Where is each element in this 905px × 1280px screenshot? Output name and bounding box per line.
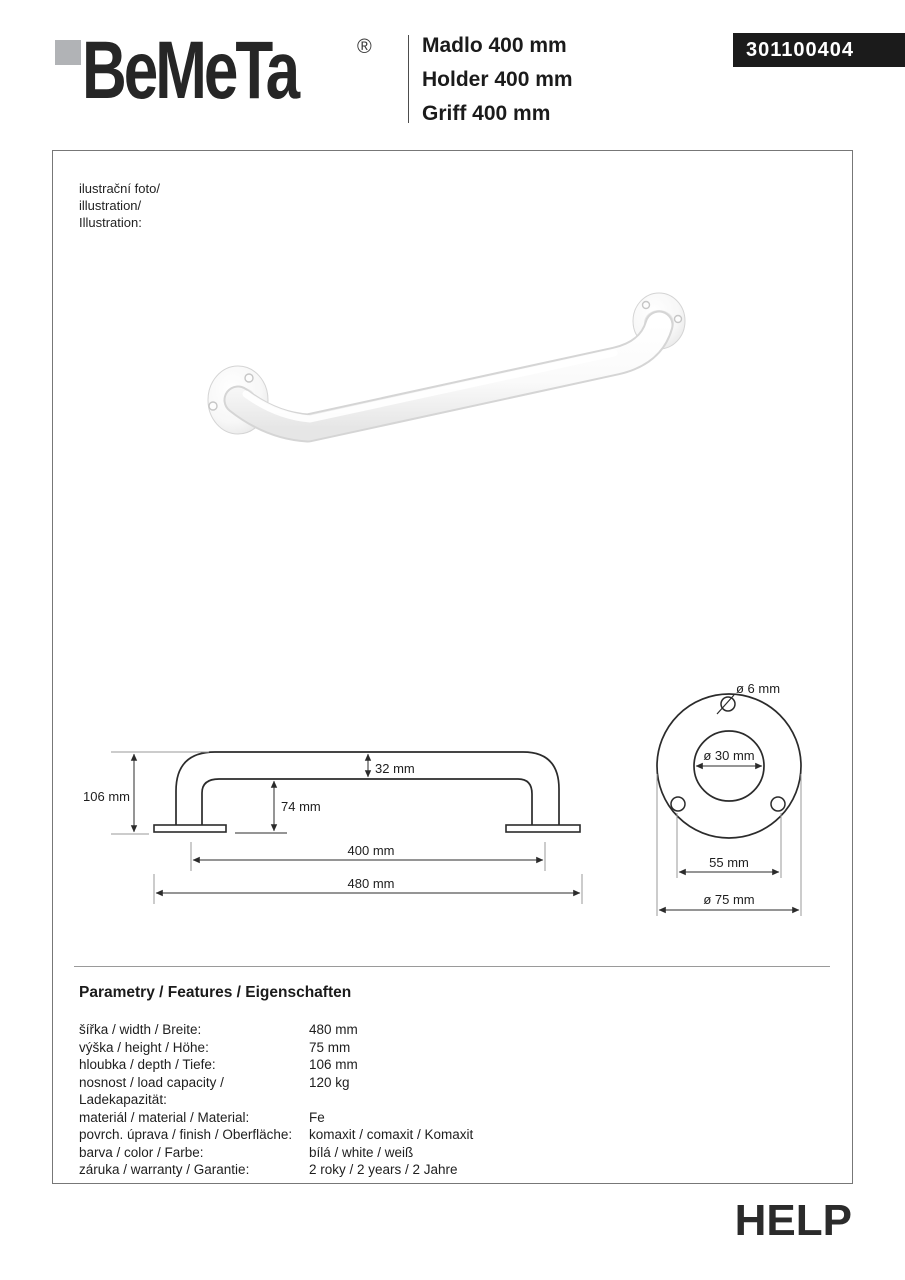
- dim-label-106: 106 mm: [83, 789, 130, 804]
- param-label: nosnost / load capacity / Ladekapazität:: [79, 1074, 224, 1107]
- dim-label-32: 32 mm: [375, 761, 415, 776]
- table-row: [79, 1056, 473, 1074]
- logo-square-icon: [55, 40, 81, 65]
- param-value: 2 roky / 2 years / 2 Jahre: [309, 1162, 458, 1177]
- param-value: 75 mm: [309, 1039, 351, 1055]
- help-brand-logo: HELP: [734, 1196, 852, 1245]
- header-divider: [408, 35, 409, 123]
- param-label: výška / height / Höhe:: [79, 1039, 209, 1055]
- screw-hole: [675, 316, 682, 323]
- param-value: 480 mm: [309, 1022, 358, 1037]
- param-label: záruka / warranty / Garantie:: [79, 1162, 250, 1177]
- table-row: [79, 1126, 473, 1144]
- product-title-de: Griff 400 mm: [422, 102, 551, 125]
- screw-hole: [643, 302, 650, 309]
- content-frame: [52, 150, 853, 1184]
- product-code-badge: [733, 33, 905, 67]
- param-value: bílá / white / weiß: [309, 1144, 414, 1160]
- table-row: [79, 1144, 473, 1162]
- left-flange-profile: [154, 825, 226, 832]
- param-value: Fe: [309, 1109, 325, 1125]
- param-label: šířka / width / Breite:: [79, 1022, 202, 1037]
- right-flange-profile: [506, 825, 580, 832]
- dim-label-spacing: 55 mm: [709, 855, 749, 870]
- table-row: [79, 1039, 473, 1057]
- screw-hole-left: [671, 797, 685, 811]
- param-value: 120 kg: [309, 1074, 350, 1090]
- param-label: materiál / material / Material:: [79, 1109, 250, 1125]
- dim-label-74: 74 mm: [281, 799, 321, 814]
- dim-label-400: 400 mm: [347, 843, 395, 858]
- dim-label-tube: ø 30 mm: [703, 748, 755, 763]
- parameters-table: [79, 1021, 473, 1179]
- illustration-label-en2: Illustration:: [79, 215, 142, 230]
- bar-inner-contour: [202, 779, 532, 825]
- product-code: 301100404: [746, 39, 855, 61]
- dim-label-hole: ø 6 mm: [736, 681, 781, 696]
- side-view-drawing: [81, 741, 601, 916]
- illustration-label-en: illustration/: [79, 198, 142, 213]
- dim-label-480: 480 mm: [347, 876, 395, 891]
- table-row: [79, 1074, 473, 1109]
- section-divider: [74, 966, 830, 967]
- parameters-heading: Parametry / Features / Eigenschaften: [79, 984, 352, 1001]
- dim-label-plate: ø 75 mm: [703, 892, 755, 907]
- param-label: barva / color / Farbe:: [79, 1144, 204, 1160]
- screw-hole: [209, 402, 217, 410]
- param-value: 106 mm: [309, 1057, 358, 1072]
- illustration-label: [79, 180, 160, 231]
- illustration-label-cs: ilustrační foto/: [79, 181, 160, 196]
- param-value: komaxit / comaxit / Komaxit: [309, 1127, 474, 1142]
- table-row: [79, 1109, 473, 1127]
- table-row: [79, 1021, 473, 1039]
- param-label: povrch. úprava / finish / Oberfläche:: [79, 1127, 293, 1142]
- grab-bar-tube: [238, 325, 659, 428]
- product-titles: [422, 29, 573, 131]
- table-row: [79, 1161, 473, 1179]
- product-title-en: Holder 400 mm: [422, 68, 573, 91]
- registered-trademark-icon: ®: [357, 36, 372, 58]
- product-photo: [186, 281, 701, 466]
- screw-hole: [245, 374, 253, 382]
- param-label: hloubka / depth / Tiefe:: [79, 1057, 216, 1072]
- flange-view-drawing: [641, 666, 821, 921]
- brand-logo: BeMeTa: [82, 25, 298, 117]
- product-title-cs: Madlo 400 mm: [422, 34, 567, 57]
- screw-hole-right: [771, 797, 785, 811]
- screw-hole-top: [721, 697, 735, 711]
